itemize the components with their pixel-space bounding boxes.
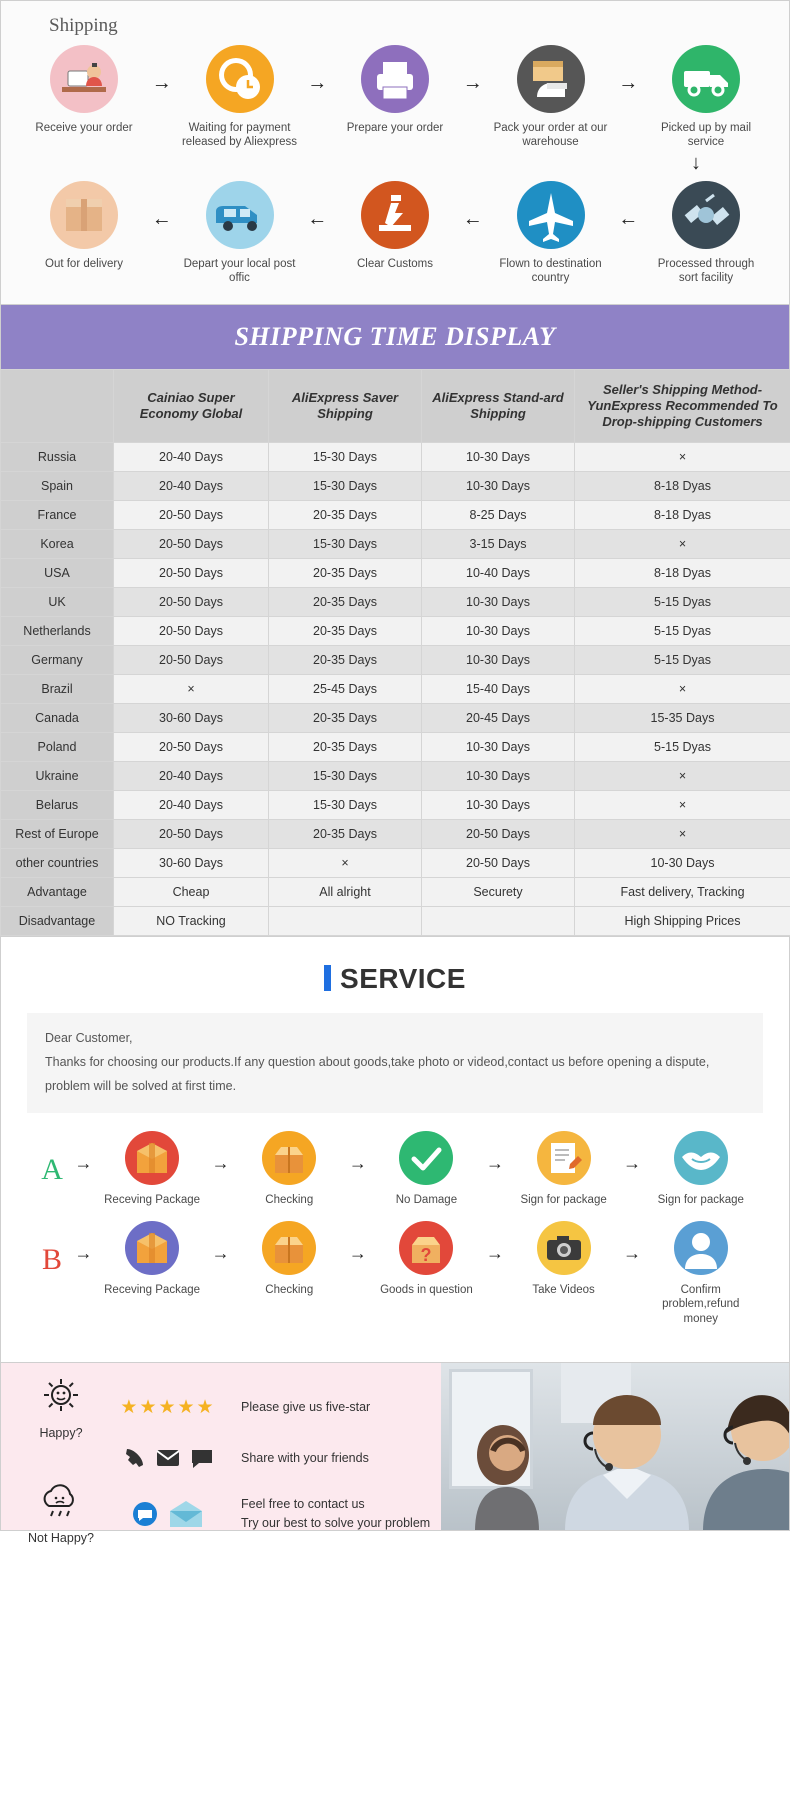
table-cell: 20-50 Days — [114, 501, 269, 530]
shipping-step-label: Picked up by mail service — [660, 122, 752, 149]
contact-text — [241, 1495, 430, 1533]
table-cell-country: USA — [1, 559, 114, 588]
shipping-step — [25, 45, 143, 135]
camera-icon — [537, 1221, 591, 1275]
service-flow-a — [19, 1131, 771, 1207]
arrow-left-icon: ← — [618, 207, 639, 230]
arrow-right-icon: → — [623, 1152, 642, 1173]
shipping-section — [0, 0, 790, 305]
table-cell: 10-30 Days — [422, 443, 575, 472]
clipboard-pen-icon — [537, 1131, 591, 1185]
service-step — [645, 1131, 757, 1207]
table-cell: 15-30 Days — [269, 443, 422, 472]
table-cell-country: Korea — [1, 530, 114, 559]
arrow-right-icon: → — [623, 1242, 642, 1263]
arrow-right-icon: → — [211, 1242, 230, 1263]
shipping-title: Shipping — [49, 15, 118, 36]
service-section — [0, 936, 790, 1363]
phone-icon — [122, 1446, 146, 1470]
table-header-cell: AliExpress Stand-ard Shipping — [422, 369, 575, 443]
table-row — [1, 704, 790, 733]
question-box-icon — [399, 1221, 453, 1275]
table-cell: High Shipping Prices — [575, 907, 790, 936]
accent-bar — [324, 965, 331, 991]
table-cell: 10-30 Days — [422, 472, 575, 501]
service-step — [233, 1131, 345, 1207]
open-box-icon — [262, 1131, 316, 1185]
table-cell: Fast delivery, Tracking — [575, 878, 790, 907]
arrow-right-icon: → — [618, 72, 639, 94]
arrow-right-icon: → — [486, 1152, 504, 1173]
table-cell: 10-40 Days — [422, 559, 575, 588]
feedback-happy-row — [19, 1375, 431, 1440]
feedback-not-happy-row — [19, 1482, 431, 1545]
shipping-step-label: Depart your local post offic — [183, 257, 296, 285]
shipping-step — [647, 181, 765, 286]
table-cell-country: Spain — [1, 472, 114, 501]
service-step-label: Sign for package — [520, 1193, 607, 1206]
arrow-right-icon: → — [307, 72, 328, 94]
table-cell-country: Brazil — [1, 675, 114, 704]
service-step — [370, 1221, 482, 1297]
table-cell: 20-35 Days — [269, 559, 422, 588]
table-cell: 15-35 Days — [575, 704, 790, 733]
open-box-icon — [262, 1221, 316, 1275]
support-agent-icon — [674, 1221, 728, 1275]
arrow-right-icon: → — [348, 1152, 367, 1173]
table-body — [1, 443, 790, 936]
table-row-advantage — [1, 878, 790, 907]
shipping-step — [492, 45, 610, 150]
table-cell-country: Ukraine — [1, 762, 114, 791]
arrow-right-icon: → — [462, 72, 483, 94]
shipping-flow-row-1 — [15, 45, 775, 150]
not-happy-mood — [19, 1482, 103, 1545]
table-cell-country: Netherlands — [1, 617, 114, 646]
table-row — [1, 472, 790, 501]
shipping-step-label: Clear Customs — [356, 257, 434, 270]
flow-letter-a: A — [41, 1152, 63, 1186]
service-step — [233, 1221, 345, 1297]
flow-letter-b: B — [42, 1242, 63, 1276]
customs-stamp-icon — [361, 181, 429, 249]
notice-line-3: problem will be solved at first time. — [45, 1078, 237, 1093]
service-step — [96, 1221, 208, 1297]
table-row — [1, 849, 790, 878]
table-cell-country: Canada — [1, 704, 114, 733]
table-cell — [422, 907, 575, 936]
shipping-step — [492, 181, 610, 286]
person-computer-icon — [50, 45, 118, 113]
envelope-open-icon — [168, 1499, 204, 1529]
shipping-flow-row-2 — [15, 181, 775, 286]
service-step-label: Take Videos — [532, 1283, 595, 1296]
table-cell: 20-50 Days — [114, 646, 269, 675]
happy-label: Happy? — [39, 1426, 83, 1440]
table-row — [1, 501, 790, 530]
table-cell-country: France — [1, 501, 114, 530]
table-cell: 8-18 Dyas — [575, 472, 790, 501]
service-step-label: Receving Package — [104, 1283, 201, 1296]
truck-icon — [672, 45, 740, 113]
service-step-label: Goods in question — [380, 1283, 473, 1296]
shipping-time-table — [0, 369, 790, 937]
service-step — [645, 1221, 757, 1326]
table-cell: 10-30 Days — [422, 733, 575, 762]
service-title-text: SERVICE — [340, 963, 466, 995]
table-cell: × — [575, 820, 790, 849]
table-cell-label: Disadvantage — [1, 907, 114, 936]
table-cell: 15-40 Days — [422, 675, 575, 704]
service-title — [19, 963, 771, 995]
table-cell-country: Poland — [1, 733, 114, 762]
printer-icon — [361, 45, 429, 113]
service-step-label: Receving Package — [104, 1193, 201, 1206]
table-cell: NO Tracking — [114, 907, 269, 936]
table-header-row — [1, 369, 790, 443]
share-icons — [103, 1446, 233, 1470]
five-stars: ★★★★★ — [120, 1397, 216, 1418]
table-cell: 25-45 Days — [269, 675, 422, 704]
table-cell: 20-40 Days — [114, 762, 269, 791]
table-cell: 8-25 Days — [422, 501, 575, 530]
shipping-step — [336, 181, 454, 271]
table-cell: 20-35 Days — [269, 501, 422, 530]
table-cell: Securety — [422, 878, 575, 907]
arrow-right-icon: → — [211, 1152, 230, 1173]
table-cell: 15-30 Days — [269, 530, 422, 559]
coin-clock-icon — [206, 45, 274, 113]
table-cell-country: other countries — [1, 849, 114, 878]
arrow-down-icon: ↓ — [691, 151, 701, 174]
feedback-left — [1, 1363, 441, 1545]
handshake-icon — [674, 1131, 728, 1185]
hand-box-icon — [517, 45, 585, 113]
table-cell: 10-30 Days — [422, 762, 575, 791]
service-step-label: No Damage — [395, 1193, 458, 1206]
arrow-right-icon: → — [486, 1242, 504, 1263]
table-cell: 20-35 Days — [269, 704, 422, 733]
shipping-step-label: Processed through sort facility — [657, 257, 755, 285]
notice-line-2: Thanks for choosing our products.If any question about goods,take photo or videod,contact us before opening a dispute, — [45, 1055, 710, 1069]
table-cell: 20-50 Days — [114, 733, 269, 762]
table-cell: 20-35 Days — [269, 617, 422, 646]
support-team-photo — [441, 1363, 789, 1530]
table-row — [1, 646, 790, 675]
package-box-icon — [125, 1221, 179, 1275]
table-cell: 5-15 Dyas — [575, 617, 790, 646]
table-header-cell — [1, 369, 114, 443]
service-step — [370, 1131, 482, 1207]
table-cell: × — [575, 443, 790, 472]
arrow-right-icon: → — [151, 72, 172, 94]
arrow-left-icon: ← — [462, 207, 483, 230]
shipping-step — [647, 45, 765, 150]
chat-icon — [190, 1447, 214, 1469]
table-cell-country: Belarus — [1, 791, 114, 820]
arrow-down-wrap — [15, 152, 775, 175]
table-cell: × — [575, 675, 790, 704]
table-cell-label: Advantage — [1, 878, 114, 907]
table-cell: 20-35 Days — [269, 646, 422, 675]
table-cell: 20-35 Days — [269, 820, 422, 849]
shipping-step-label: Receive your order — [35, 122, 133, 134]
feedback-share-row — [19, 1446, 431, 1470]
arrow-left-icon: ← — [307, 207, 328, 230]
satellite-icon — [672, 181, 740, 249]
five-star-text: Please give us five-star — [241, 1400, 371, 1415]
feedback-section — [0, 1363, 790, 1545]
arrow-right-icon: → — [74, 1242, 93, 1263]
table-cell: All alright — [269, 878, 422, 907]
table-cell: 8-18 Dyas — [575, 559, 790, 588]
airplane-icon — [517, 181, 585, 249]
table-cell: 10-30 Days — [422, 588, 575, 617]
service-step-label: Sign for package — [657, 1193, 744, 1206]
shipping-step — [181, 181, 299, 286]
table-row — [1, 820, 790, 849]
table-cell: Cheap — [114, 878, 269, 907]
share-text: Share with your friends — [241, 1450, 369, 1465]
table-cell: 15-30 Days — [269, 762, 422, 791]
table-row — [1, 675, 790, 704]
table-cell: 20-35 Days — [269, 733, 422, 762]
table-cell: × — [575, 530, 790, 559]
package-box-icon — [125, 1131, 179, 1185]
table-cell: 10-30 Days — [422, 617, 575, 646]
table-cell: 10-30 Days — [422, 646, 575, 675]
table-cell: 20-40 Days — [114, 472, 269, 501]
not-happy-label: Not Happy? — [27, 1531, 94, 1545]
shipping-step — [336, 45, 454, 135]
shipping-step-label: Flown to destination country — [499, 257, 602, 285]
service-step-label: Checking — [265, 1193, 314, 1206]
shipping-step-label: Pack your order at our warehouse — [493, 122, 608, 149]
van-icon — [206, 181, 274, 249]
shipping-step-label: Prepare your order — [346, 122, 444, 134]
service-flow-b — [19, 1221, 771, 1326]
table-row — [1, 443, 790, 472]
arrow-right-icon: → — [74, 1152, 93, 1173]
table-cell: 20-40 Days — [114, 443, 269, 472]
table-cell: 5-15 Dyas — [575, 646, 790, 675]
contact-icons — [103, 1499, 233, 1529]
table-cell: × — [575, 791, 790, 820]
table-cell: × — [269, 849, 422, 878]
table-row — [1, 588, 790, 617]
table-cell-country: Rest of Europe — [1, 820, 114, 849]
table-cell: 20-50 Days — [422, 849, 575, 878]
table-cell: 20-50 Days — [114, 617, 269, 646]
parcel-box-icon — [50, 181, 118, 249]
contact-line-2: Try our best to solve your problem — [241, 1515, 431, 1530]
service-step — [507, 1131, 619, 1207]
table-cell: 30-60 Days — [114, 849, 269, 878]
table-cell: 3-15 Days — [422, 530, 575, 559]
table-header-cell: AliExpress Saver Shipping — [269, 369, 422, 443]
table-row — [1, 762, 790, 791]
mail-icon — [156, 1447, 180, 1469]
table-cell — [269, 907, 422, 936]
notice-line-1: Dear Customer, — [45, 1031, 133, 1046]
service-step-label: Confirm problem,refund money — [662, 1283, 740, 1325]
shipping-step-label: Out for delivery — [45, 257, 123, 270]
service-notice — [27, 1013, 763, 1112]
shipping-step-label: Waiting for payment released by Aliexpress — [181, 122, 298, 149]
table-cell: 5-15 Dyas — [575, 733, 790, 762]
table-cell-country: UK — [1, 588, 114, 617]
table-cell: 20-50 Days — [422, 820, 575, 849]
table-cell: 20-35 Days — [269, 588, 422, 617]
table-cell: 20-50 Days — [114, 820, 269, 849]
check-circle-icon — [399, 1131, 453, 1185]
table-row — [1, 559, 790, 588]
table-cell: × — [114, 675, 269, 704]
table-cell: 20-40 Days — [114, 791, 269, 820]
table-cell: 15-30 Days — [269, 791, 422, 820]
table-cell: 20-50 Days — [114, 559, 269, 588]
svg-text:?: ? — [420, 1244, 432, 1265]
table-row — [1, 791, 790, 820]
shipping-step — [25, 181, 143, 271]
table-row-disadvantage — [1, 907, 790, 936]
table-row — [1, 530, 790, 559]
table-row — [1, 733, 790, 762]
shipping-time-title: SHIPPING TIME DISPLAY — [234, 321, 556, 351]
table-cell: 20-50 Days — [114, 530, 269, 559]
happy-mood — [19, 1375, 103, 1440]
table-cell: 15-30 Days — [269, 472, 422, 501]
table-cell: × — [575, 762, 790, 791]
table-cell: 20-50 Days — [114, 588, 269, 617]
table-cell-country: Russia — [1, 443, 114, 472]
photo-people — [441, 1363, 789, 1530]
table-cell-country: Germany — [1, 646, 114, 675]
service-step-label: Checking — [265, 1283, 314, 1296]
table-cell: 10-30 Days — [575, 849, 790, 878]
service-step — [96, 1131, 208, 1207]
service-step — [507, 1221, 619, 1297]
arrow-right-icon: → — [348, 1242, 367, 1263]
table-header-cell: Cainiao Super Economy Global — [114, 369, 269, 443]
table-cell: 10-30 Days — [422, 791, 575, 820]
contact-line-1: Feel free to contact us — [241, 1496, 365, 1511]
cloud-rain-icon — [35, 1482, 87, 1524]
table-row — [1, 617, 790, 646]
table-cell: 30-60 Days — [114, 704, 269, 733]
table-cell: 8-18 Dyas — [575, 501, 790, 530]
shipping-step — [181, 45, 299, 150]
sun-icon — [38, 1375, 84, 1419]
message-bubble-icon — [132, 1501, 158, 1527]
arrow-left-icon: ← — [151, 207, 172, 230]
table-cell: 20-45 Days — [422, 704, 575, 733]
table-header-cell: Seller's Shipping Method-YunExpress Recommended To Drop-shipping Customers — [575, 369, 790, 443]
table-cell: 5-15 Dyas — [575, 588, 790, 617]
shipping-time-banner — [0, 305, 790, 369]
